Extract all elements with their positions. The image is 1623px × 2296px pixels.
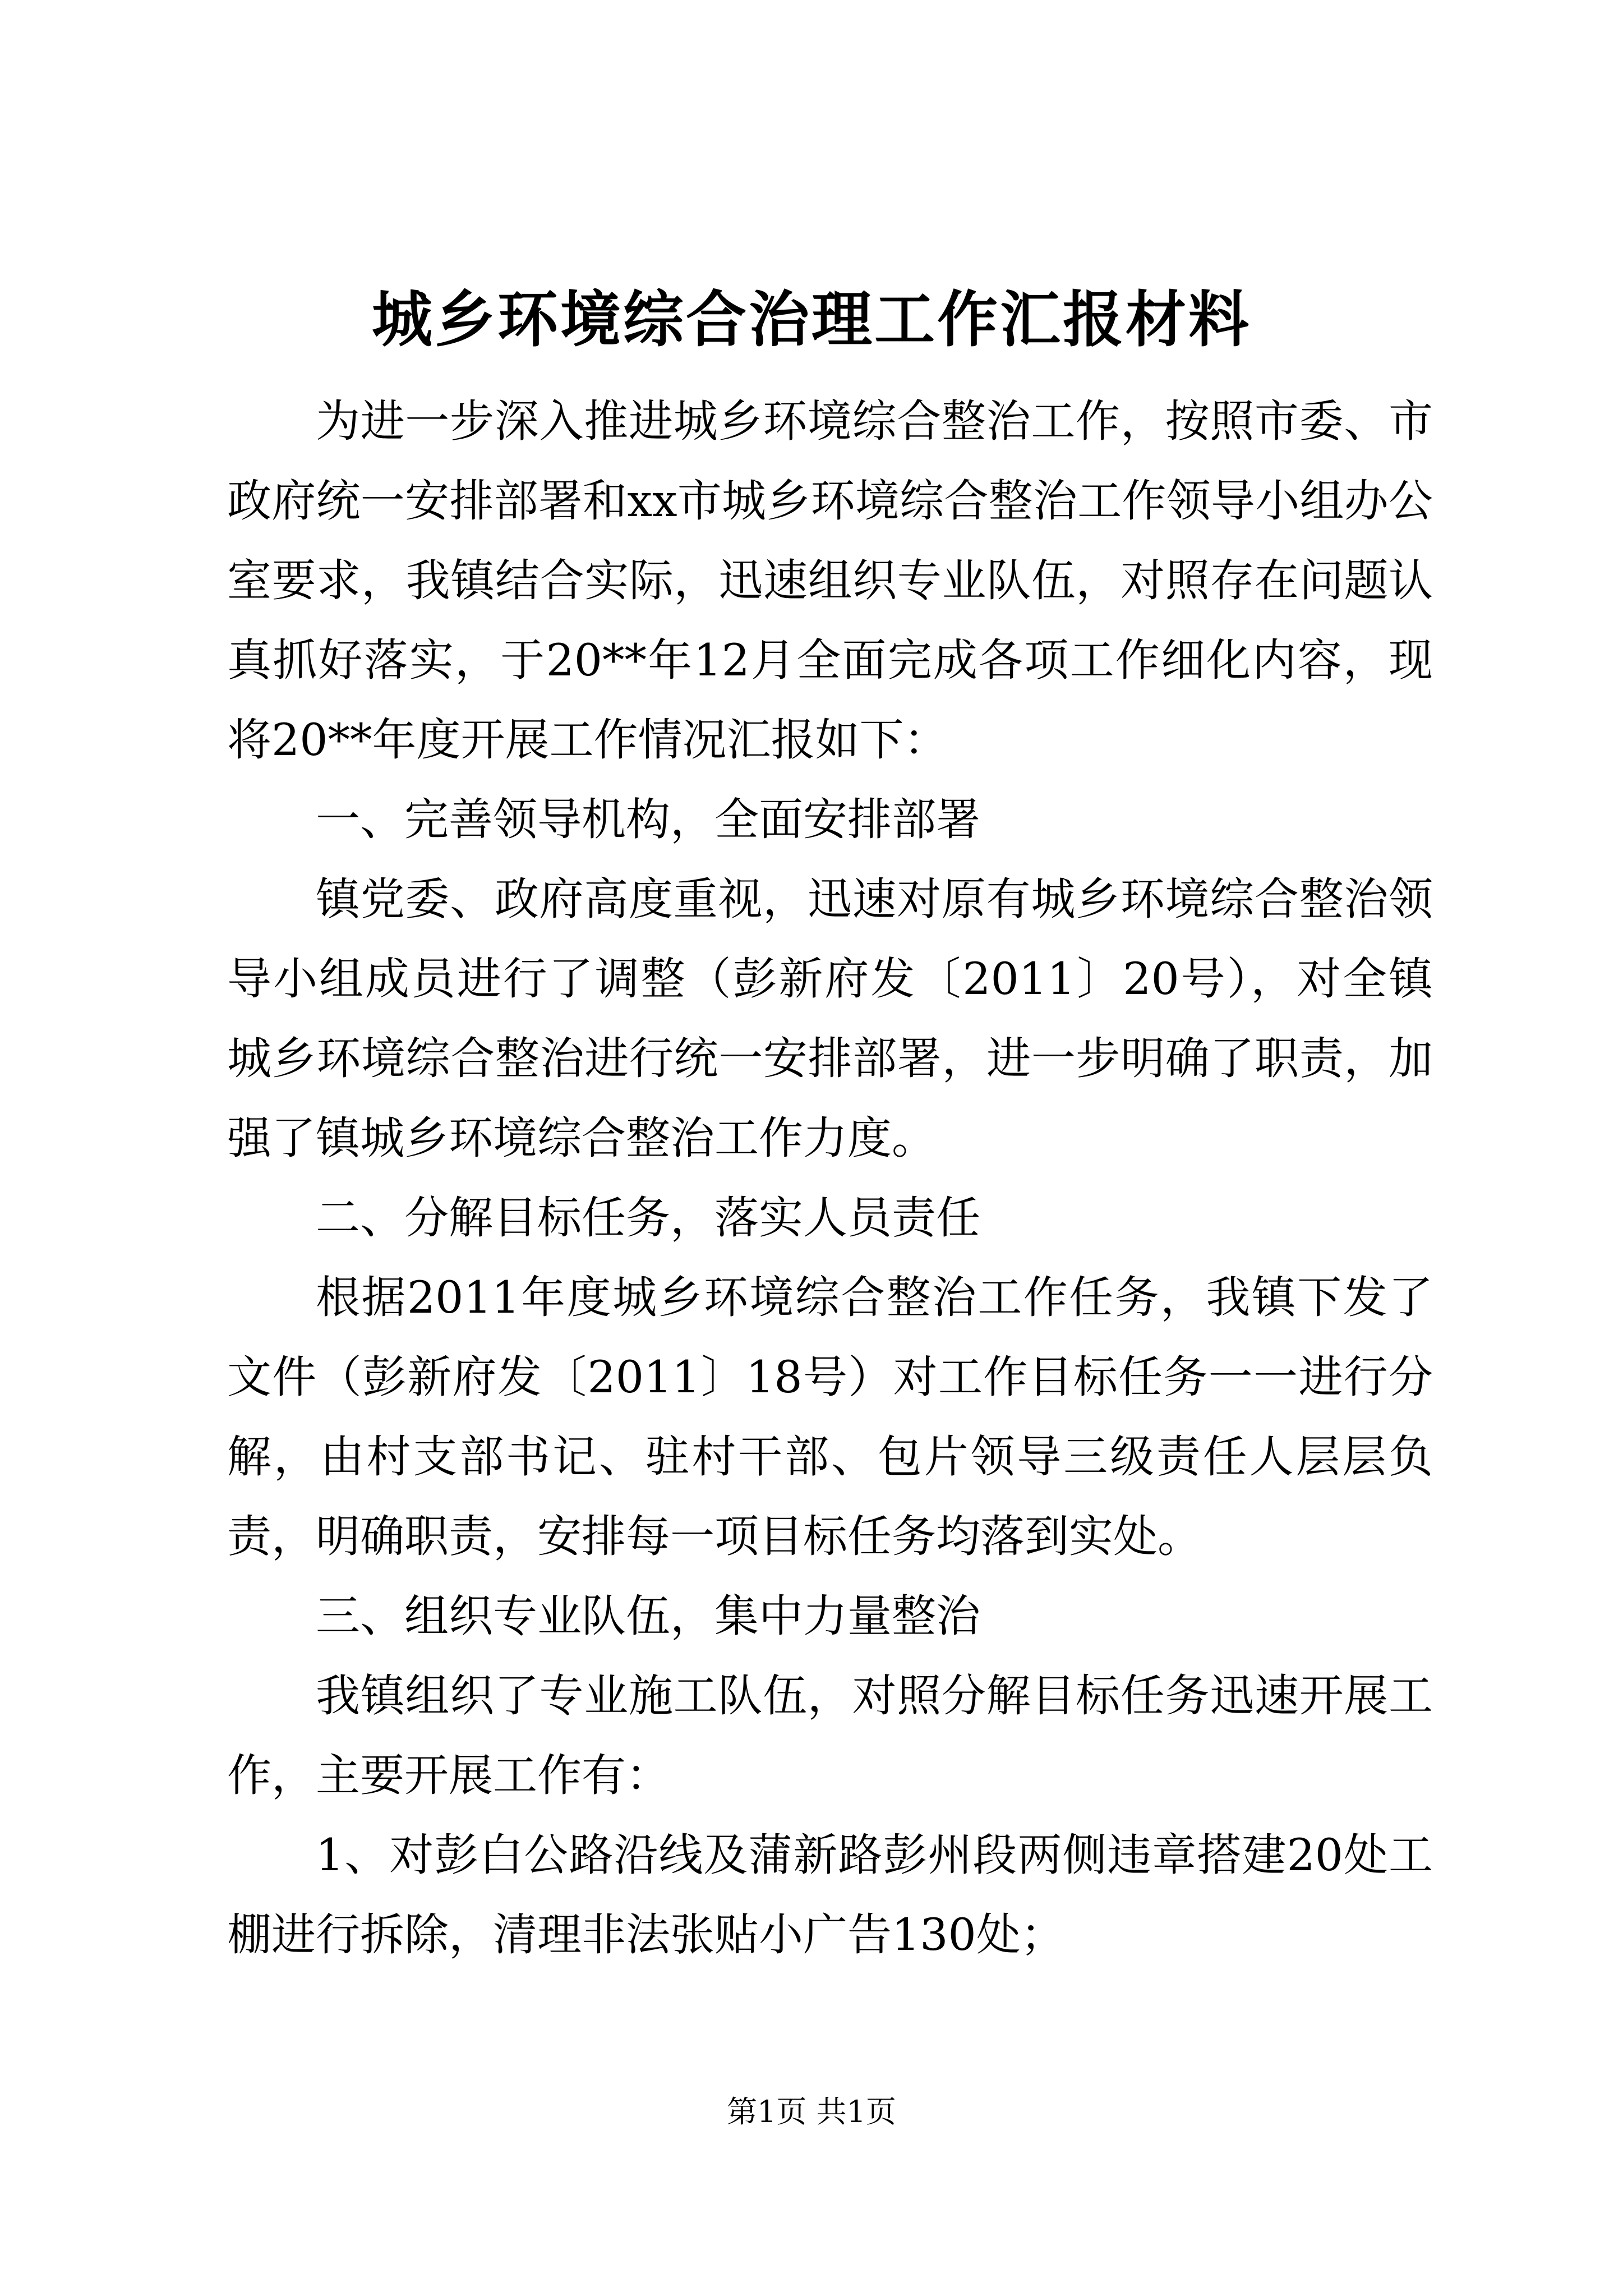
section-heading-3: 三、组织专业队伍，集中力量整治	[316, 1590, 980, 1642]
document-body	[227, 381, 1433, 1975]
paragraph-section-2: 根据2011年度城乡环境综合整治工作任务，我镇下发了文件（彭新府发〔2011〕18号）对工作目标任务一一进行分解，由村支部书记、驻村干部、包片领导三级责任人层层负责，明确职责，安排每一项目标任务均落到实处。	[227, 1272, 1433, 1562]
paragraph-section-3: 我镇组织了专业施工队伍，对照分解目标任务迅速开展工作，主要开展工作有：	[227, 1670, 1433, 1801]
list-item-1: 1、对彭白公路沿线及蒲新路彭州段两侧违章搭建20处工棚进行拆除，清理非法张贴小广告130处；	[227, 1829, 1433, 1961]
document-title: 城乡环境综合治理工作汇报材料	[371, 284, 1251, 355]
paragraph-section-1: 镇党委、政府高度重视，迅速对原有城乡环境综合整治领导小组成员进行了调整（彭新府发〔2011〕20号），对全镇城乡环境综合整治进行统一安排部署，进一步明确了职责，加强了镇城乡环境综合整治工作力度。	[227, 873, 1433, 1164]
paragraph-intro: 为进一步深入推进城乡环境综合整治工作，按照市委、市政府统一安排部署和xx市城乡环境综合整治工作领导小组办公室要求，我镇结合实际，迅速组织专业队伍，对照存在问题认真抓好落实，于20**年12月全面完成各项工作细化内容，现将20**年度开展工作情况汇报如下：	[227, 395, 1433, 766]
section-heading-1: 一、完善领导机构，全面安排部署	[316, 794, 980, 845]
section-heading-2: 二、分解目标任务，落实人员责任	[316, 1192, 980, 1244]
page-footer: 第1页 共1页	[727, 2094, 896, 2129]
